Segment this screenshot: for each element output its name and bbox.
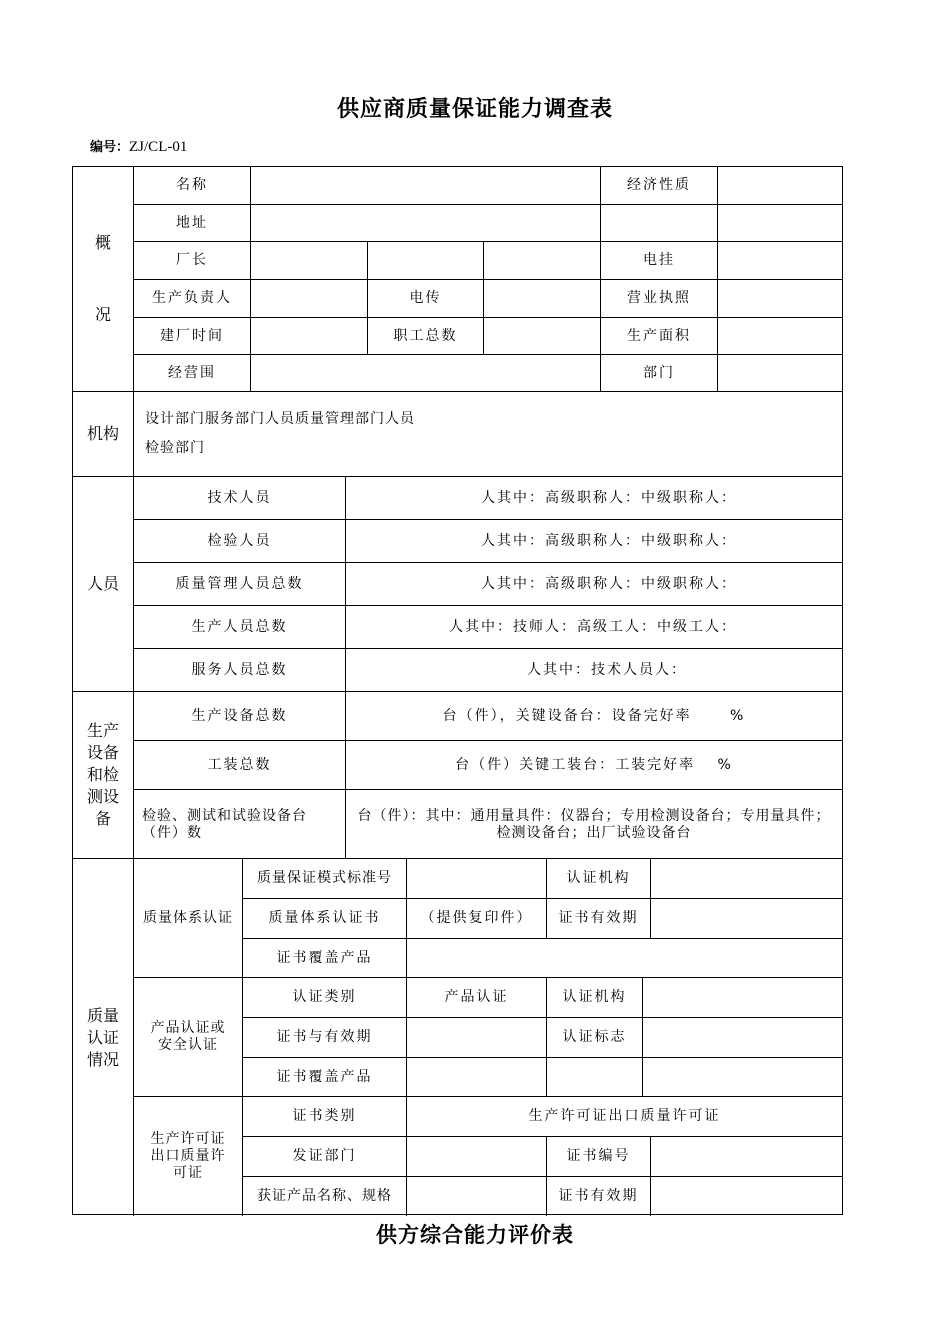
document-number-label: 编号： bbox=[90, 140, 130, 155]
overview-label bbox=[73, 167, 134, 391]
personnel-name: 检验人员 bbox=[134, 520, 346, 562]
cert-validity-label: 证书与有效期 bbox=[243, 1018, 407, 1057]
license-label: 生产许可证出口质量许可证 bbox=[134, 1097, 243, 1216]
employees-label: 职工总数 bbox=[368, 318, 484, 354]
factory-head-label: 厂长 bbox=[134, 242, 251, 279]
phone-label: 电挂 bbox=[601, 242, 718, 279]
personnel-row bbox=[134, 649, 842, 692]
business-license-field[interactable] bbox=[718, 280, 842, 317]
employees-field[interactable] bbox=[484, 318, 601, 354]
equipment-name: 生产设备总数 bbox=[134, 692, 346, 740]
coverage-label: 证书覆盖产品 bbox=[243, 939, 407, 978]
overview-row-production-head bbox=[134, 280, 842, 318]
survey-table bbox=[72, 166, 843, 1215]
personnel-row bbox=[134, 520, 842, 563]
mode-standard-label: 质量保证模式标准号 bbox=[243, 859, 407, 898]
personnel-label: 人员 bbox=[73, 477, 134, 691]
coverage-field[interactable] bbox=[407, 939, 842, 978]
product-spec-label: 获证产品名称、规格 bbox=[243, 1177, 407, 1216]
personnel-section bbox=[73, 477, 842, 692]
production-area-label: 生产面积 bbox=[601, 318, 718, 354]
production-head-field[interactable] bbox=[251, 280, 368, 317]
coverage-extra-field-2[interactable] bbox=[643, 1058, 842, 1097]
organization-line-1: 设计部门服务部门人员质量管理部门人员 bbox=[145, 411, 415, 427]
cert-mark-label: 认证标志 bbox=[547, 1018, 643, 1057]
name-label: 名称 bbox=[134, 167, 251, 204]
cert-no-label: 证书编号 bbox=[547, 1137, 651, 1176]
department-field[interactable] bbox=[718, 355, 842, 392]
overview-label-top: 概 bbox=[94, 233, 111, 252]
equipment-detail[interactable]: 台（件）关键工装台：工装完好率 % bbox=[455, 756, 733, 773]
cert-body-label: 认证机构 bbox=[547, 978, 643, 1017]
certificate-label: 质量体系认证书 bbox=[243, 899, 407, 938]
organization-section bbox=[73, 392, 842, 477]
product-safety-label: 产品认证或安全认证 bbox=[134, 978, 243, 1096]
license-row bbox=[243, 1097, 842, 1137]
economic-nature-label: 经济性质 bbox=[601, 167, 718, 204]
mode-standard-field[interactable] bbox=[407, 859, 547, 898]
organization-label: 机构 bbox=[73, 392, 134, 476]
cert-no-field[interactable] bbox=[651, 1137, 842, 1176]
founded-field[interactable] bbox=[251, 318, 368, 354]
equipment-section bbox=[73, 692, 842, 859]
product-spec-field[interactable] bbox=[407, 1177, 547, 1216]
coverage-field[interactable] bbox=[407, 1058, 547, 1097]
next-table-title: 供方综合能力评价表 bbox=[376, 1222, 574, 1247]
cert-type-label: 证书类别 bbox=[243, 1097, 407, 1136]
coverage-label: 证书覆盖产品 bbox=[243, 1058, 407, 1097]
factory-head-extra-field-2[interactable] bbox=[484, 242, 601, 279]
validity-label: 证书有效期 bbox=[547, 899, 651, 938]
cert-body-field[interactable] bbox=[643, 978, 842, 1017]
equipment-name: 检验、测试和试验设备台（件）数 bbox=[134, 790, 346, 859]
product-safety-row bbox=[243, 1058, 842, 1097]
production-area-field[interactable] bbox=[718, 318, 842, 354]
business-license-label: 营业执照 bbox=[601, 280, 718, 317]
quality-system-row bbox=[243, 859, 842, 899]
phone-field[interactable] bbox=[718, 242, 842, 279]
validity-field[interactable] bbox=[651, 1177, 842, 1216]
cert-type-label: 认证类别 bbox=[243, 978, 407, 1017]
personnel-detail[interactable]: 人其中：技师人：高级工人：中级工人： bbox=[449, 618, 737, 635]
personnel-detail[interactable]: 人其中：技术人员人： bbox=[527, 662, 687, 678]
personnel-name: 服务人员总数 bbox=[134, 649, 346, 692]
equipment-row bbox=[134, 692, 842, 741]
scope-label: 经营围 bbox=[134, 355, 251, 392]
organization-content bbox=[145, 392, 832, 476]
address-extra-field[interactable] bbox=[601, 205, 718, 241]
issuer-field[interactable] bbox=[407, 1137, 547, 1176]
certification-label-text: 质量认证情况 bbox=[87, 1005, 120, 1069]
document-number bbox=[90, 136, 187, 156]
factory-head-field[interactable] bbox=[251, 242, 368, 279]
product-safety-block bbox=[134, 978, 842, 1097]
copy-note: （提供复印件） bbox=[407, 899, 547, 938]
overview-row-name bbox=[134, 167, 842, 205]
equipment-detail[interactable]: 台（件），关键设备台：设备完好率 % bbox=[442, 707, 746, 724]
quality-system-block bbox=[134, 859, 842, 978]
cert-validity-field[interactable] bbox=[407, 1018, 547, 1057]
personnel-row bbox=[134, 563, 842, 606]
personnel-detail[interactable]: 人其中：高级职称人：中级职称人： bbox=[481, 489, 737, 506]
address-field[interactable] bbox=[251, 205, 601, 241]
organization-line-2: 检验部门 bbox=[145, 440, 205, 456]
production-head-label: 生产负责人 bbox=[134, 280, 251, 317]
personnel-row bbox=[134, 606, 842, 649]
personnel-name: 技术人员 bbox=[134, 477, 346, 519]
validity-field[interactable] bbox=[651, 899, 842, 938]
cert-body-field[interactable] bbox=[651, 859, 842, 898]
quality-system-row bbox=[243, 899, 842, 939]
product-safety-row bbox=[243, 1018, 842, 1058]
license-row bbox=[243, 1177, 842, 1216]
personnel-row bbox=[134, 477, 842, 520]
license-types: 生产许可证出口质量许可证 bbox=[528, 1108, 721, 1124]
cert-body-label: 认证机构 bbox=[547, 859, 651, 898]
overview-row-scope bbox=[134, 355, 842, 392]
quality-system-row bbox=[243, 939, 842, 978]
validity-label: 证书有效期 bbox=[547, 1177, 651, 1216]
overview-label-bottom: 况 bbox=[94, 305, 111, 324]
overview-section bbox=[73, 167, 842, 392]
overview-row-founded bbox=[134, 318, 842, 355]
coverage-extra-field[interactable] bbox=[547, 1058, 643, 1097]
issuer-label: 发证部门 bbox=[243, 1137, 407, 1176]
overview-row-factory-head bbox=[134, 242, 842, 280]
equipment-name: 工装总数 bbox=[134, 741, 346, 789]
equipment-label-text: 生产设备和检测设备 bbox=[86, 721, 119, 828]
product-safety-row bbox=[243, 978, 842, 1018]
economic-nature-field[interactable] bbox=[718, 167, 842, 204]
equipment-label bbox=[73, 692, 134, 858]
personnel-name: 质量管理人员总数 bbox=[134, 563, 346, 605]
license-row bbox=[243, 1137, 842, 1177]
certification-section bbox=[73, 859, 842, 1216]
personnel-detail[interactable]: 人其中：高级职称人：中级职称人： bbox=[481, 575, 737, 592]
personnel-detail[interactable]: 人其中：高级职称人：中级职称人： bbox=[481, 532, 737, 549]
page-title: 供应商质量保证能力调查表 bbox=[336, 96, 613, 122]
department-label: 部门 bbox=[601, 355, 718, 392]
license-block bbox=[134, 1097, 842, 1216]
name-field[interactable] bbox=[251, 167, 601, 204]
equipment-detail[interactable]: 台（件）：其中：通用量具件：仪器台；专用检测设备台；专用量具件；检测设备台；出厂试验设备台 bbox=[357, 807, 831, 841]
fax-field[interactable] bbox=[484, 280, 601, 317]
founded-label: 建厂时间 bbox=[134, 318, 251, 354]
address-extra-field-2[interactable] bbox=[718, 205, 842, 241]
cert-mark-field[interactable] bbox=[643, 1018, 842, 1057]
address-label: 地址 bbox=[134, 205, 251, 241]
quality-system-label: 质量体系认证 bbox=[134, 859, 243, 977]
equipment-row bbox=[134, 790, 842, 859]
fax-label: 电传 bbox=[368, 280, 484, 317]
personnel-name: 生产人员总数 bbox=[134, 606, 346, 648]
scope-field[interactable] bbox=[251, 355, 601, 392]
factory-head-extra-field[interactable] bbox=[368, 242, 484, 279]
certification-label bbox=[73, 859, 134, 1216]
product-cert-value: 产品认证 bbox=[407, 978, 547, 1017]
document-number-value: ZJ/CL-01 bbox=[129, 139, 188, 155]
equipment-row bbox=[134, 741, 842, 790]
overview-row-address bbox=[134, 205, 842, 242]
